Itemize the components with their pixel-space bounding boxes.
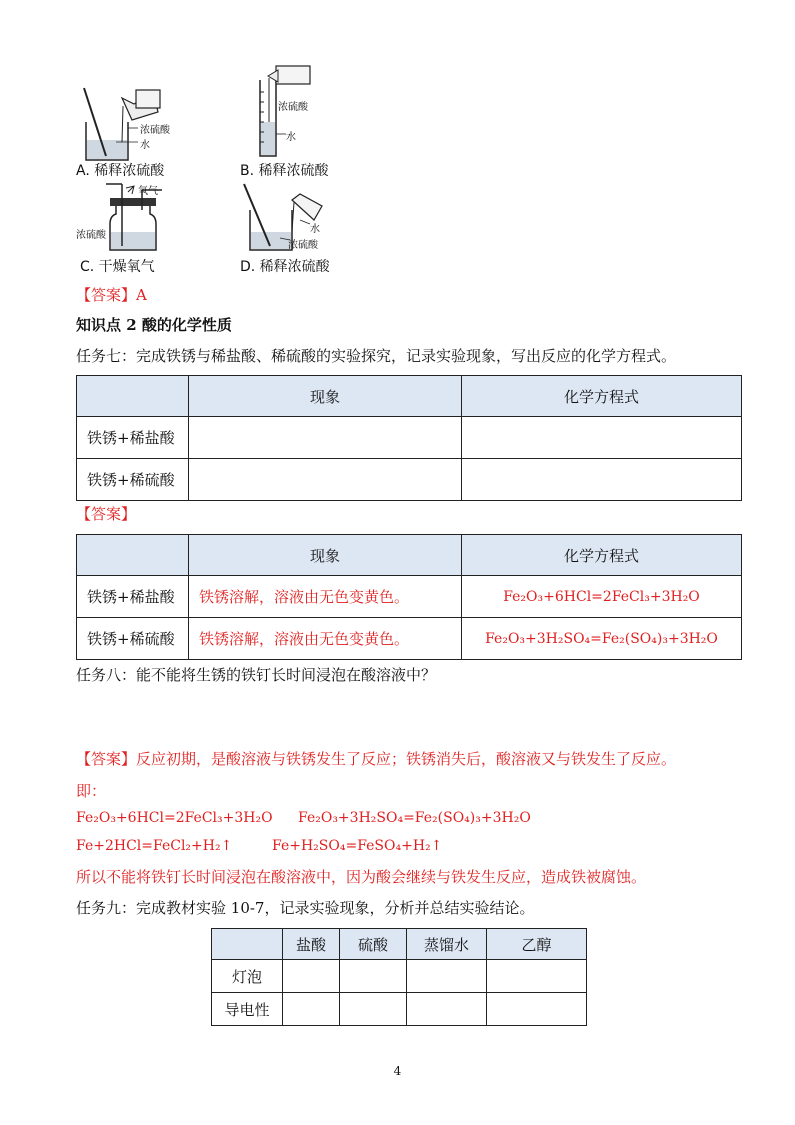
answer-3-conclusion: 所以不能将铁钉长时间浸泡在酸溶液中，因为酸会继续与铁发生反应，造成铁被腐蚀。 bbox=[76, 868, 647, 886]
fig-a-caption: A. 稀释浓硫酸 bbox=[76, 163, 165, 179]
answer-2-tag: 【答案】 bbox=[76, 505, 137, 523]
row-label: 灯泡 bbox=[212, 960, 283, 993]
table-row bbox=[212, 960, 587, 993]
row-label: 铁锈+稀盐酸 bbox=[77, 417, 189, 459]
beaker-acid-pour-icon bbox=[76, 84, 196, 164]
header-cell: 蒸馏水 bbox=[407, 929, 487, 960]
answer-1 bbox=[76, 284, 147, 305]
section-title: 知识点 2 酸的化学性质 bbox=[76, 316, 232, 334]
figure-a bbox=[76, 84, 196, 184]
fig-c-caption: C. 干燥氧气 bbox=[80, 259, 155, 275]
empty-cell[interactable] bbox=[487, 993, 587, 1026]
answer-tag: 【答案】 bbox=[76, 286, 137, 304]
task9-text: 任务九：完成教材实验 10-7，记录实验现象，分析并总结实验结论。 bbox=[76, 899, 535, 917]
header-cell: 现象 bbox=[189, 376, 462, 417]
fig-d-water-label: 水 bbox=[310, 224, 320, 235]
figure-b bbox=[240, 62, 350, 182]
fig-a-acid-label: 浓硫酸 bbox=[140, 125, 170, 136]
fig-c-oxygen-label: 氧气 bbox=[138, 186, 158, 197]
header-cell bbox=[77, 535, 189, 576]
fig-a-water-label: 水 bbox=[140, 140, 150, 151]
task7-text: 任务七：完成铁锈与稀盐酸、稀硫酸的实验探究，记录实验现象，写出反应的化学方程式。 bbox=[76, 347, 677, 365]
header-cell bbox=[212, 929, 283, 960]
equation-3: Fe+2HCl=FeCl₂+H₂↑ bbox=[76, 838, 233, 854]
answer-tag: 【答案】 bbox=[76, 750, 137, 768]
header-cell bbox=[77, 376, 189, 417]
phenomenon-cell: 铁锈溶解，溶液由无色变黄色。 bbox=[189, 618, 462, 660]
row-label: 铁锈+稀硫酸 bbox=[77, 459, 189, 501]
table-header-row bbox=[77, 376, 742, 417]
fig-b-caption: B. 稀释浓硫酸 bbox=[240, 163, 329, 179]
table-row bbox=[212, 993, 587, 1026]
figure-c bbox=[76, 180, 206, 276]
equation-cell: Fe₂O₃+3H₂SO₄=Fe₂(SO₄)₃+3H₂O bbox=[462, 618, 742, 660]
task9-table bbox=[211, 928, 587, 1026]
equation-cell: Fe₂O₃+6HCl=2FeCl₃+3H₂O bbox=[462, 576, 742, 618]
fig-c-acid-label: 浓硫酸 bbox=[76, 230, 106, 241]
empty-cell[interactable] bbox=[189, 417, 462, 459]
empty-cell[interactable] bbox=[462, 417, 742, 459]
header-cell: 盐酸 bbox=[283, 929, 340, 960]
table-row bbox=[77, 459, 742, 501]
answer-text: 反应初期，是酸溶液与铁锈发生了反应；铁锈消失后，酸溶液又与铁发生了反应。 bbox=[136, 750, 677, 768]
equation-1: Fe₂O₃+6HCl=2FeCl₃+3H₂O bbox=[76, 810, 273, 826]
fig-b-acid-label: 浓硫酸 bbox=[278, 102, 308, 113]
header-cell: 乙醇 bbox=[487, 929, 587, 960]
empty-cell[interactable] bbox=[407, 993, 487, 1026]
empty-cell[interactable] bbox=[487, 960, 587, 993]
empty-cell[interactable] bbox=[283, 960, 340, 993]
table-header-row bbox=[212, 929, 587, 960]
table-row bbox=[77, 576, 742, 618]
row-label: 铁锈+稀硫酸 bbox=[77, 618, 189, 660]
answer2-table bbox=[76, 534, 742, 660]
row-label: 导电性 bbox=[212, 993, 283, 1026]
empty-cell[interactable] bbox=[283, 993, 340, 1026]
empty-cell[interactable] bbox=[340, 993, 407, 1026]
table-header-row bbox=[77, 535, 742, 576]
equation-4: Fe+H₂SO₄=FeSO₄+H₂↑ bbox=[272, 838, 443, 854]
answer-3-ji: 即： bbox=[76, 782, 107, 800]
table-row bbox=[77, 618, 742, 660]
header-cell: 现象 bbox=[189, 535, 462, 576]
answer-3 bbox=[76, 748, 676, 769]
task8-text: 任务八：能不能将生锈的铁钉长时间浸泡在酸溶液中？ bbox=[76, 666, 437, 684]
table-row bbox=[77, 417, 742, 459]
header-cell: 化学方程式 bbox=[462, 535, 742, 576]
task7-table bbox=[76, 375, 742, 501]
empty-cell[interactable] bbox=[407, 960, 487, 993]
empty-cell[interactable] bbox=[189, 459, 462, 501]
equation-2: Fe₂O₃+3H₂SO₄=Fe₂(SO₄)₃+3H₂O bbox=[298, 810, 531, 826]
empty-cell[interactable] bbox=[340, 960, 407, 993]
fig-b-water-label: 水 bbox=[286, 132, 296, 143]
figure-d bbox=[240, 180, 360, 276]
fig-d-caption: D. 稀释浓硫酸 bbox=[240, 259, 330, 275]
page-number: 4 bbox=[393, 1064, 402, 1078]
phenomenon-cell: 铁锈溶解，溶液由无色变黄色。 bbox=[189, 576, 462, 618]
row-label: 铁锈+稀盐酸 bbox=[77, 576, 189, 618]
answer-value: A bbox=[136, 286, 147, 304]
header-cell: 化学方程式 bbox=[462, 376, 742, 417]
empty-cell[interactable] bbox=[462, 459, 742, 501]
fig-d-acid-label: 浓硫酸 bbox=[288, 240, 318, 251]
header-cell: 硫酸 bbox=[340, 929, 407, 960]
